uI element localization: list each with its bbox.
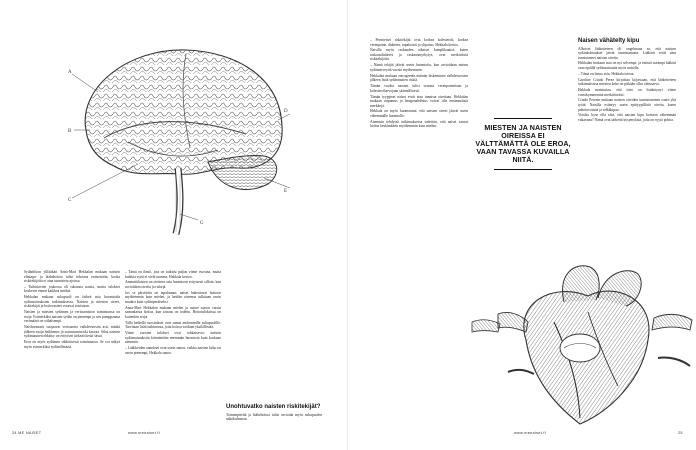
paragraph: Aiemmin tehdyssä tutkimuksessa todettiin, että naiset saavat hoitoa keskimäärin myöhemmin kuin miehet. bbox=[370, 119, 468, 129]
paragraph: – Lääkkeiden annokset ovat usein samat, vaikka naisten keho on usein pienempi, Hekkala sanoo. bbox=[125, 345, 221, 355]
left-column-2 bbox=[125, 270, 221, 356]
brain-label-g: G bbox=[200, 221, 204, 226]
pull-quote-rule-top bbox=[494, 118, 553, 119]
paragraph: Hekkala on myös huomannut, että naisten oireet jäävät usein vähemmälle huomiolle. bbox=[370, 109, 468, 118]
right-column-1 bbox=[370, 38, 468, 130]
paragraph: – Perinteiset riskitekijät ovat korkea kolesteroli, korkea verenpaine, diabetes, tupakointi ja ylipaino, Hekkala kertoo. bbox=[370, 38, 468, 47]
paragraph: Eroa on myös sydämen sähköisessä toiminnassa. Se voi näkyä myös esimerkiksi sydänfilmissä. bbox=[24, 340, 120, 349]
paragraph: Ammattilaisten on otettava asia huomioon erityisesti silloin, kun arvioidaan oireita ja riskejä. bbox=[125, 280, 221, 289]
paragraph: Hekkalan mukaan sukupuoli on tärkeä asia huomioida sydänsairauksien tutkimuksessa. Naisten ja miesten oireet, riskitekijät ja hoitovasteet eroavat toisistaan. bbox=[24, 295, 120, 309]
paragraph: Viime vuosien tulokset ovat rohkaisevia: naisten sydänsairauksiin kiinnitetään enemmän huomiota kuin koskaan aiemmin. bbox=[125, 331, 221, 345]
paragraph: Criado Perezin mukaan naisten oireiden tunnistaminen vaatii yhä työtä. Naisilla esiintyy usein epätyypillisiä oireita, kuten pahoinvointia ja selkäkipua. bbox=[578, 98, 676, 112]
paragraph: Alkoiset lääketieteen oli ongelmana se, että naisten sydänkohtaukset jäivät tunnistamatta. Lääkärit eivät aina tunnistaneet naisten oireita. bbox=[578, 46, 676, 60]
brain-illustration bbox=[68, 38, 292, 238]
left-column-1 bbox=[24, 270, 120, 351]
left-column-3 bbox=[226, 402, 322, 423]
pull-quote bbox=[474, 118, 572, 170]
footer-left: 24 ME NAISET bbox=[12, 431, 42, 435]
footer-center-right: www.menaiset.fi bbox=[514, 431, 546, 435]
paragraph: Jos se päivittäin on tapahtunut, naiset hakeutuvat hoitoon myöhemmin kuin miehet, ja heidän oireensa tulkitaan usein muuksi kuin sydänperäiseksi. bbox=[125, 290, 221, 304]
paragraph: Tällä hetkellä suositukset ovat samat molemmille sukupuolille. Tarvitaan lisää tutkimusta, jotta hoitoa voidaan yksilöllistää. bbox=[125, 320, 221, 330]
paragraph: Hekkala muistuttaa, että tieto on lisääntynyt viime vuosikymmeninä merkittävästi. bbox=[578, 88, 676, 97]
brain-label-a: A bbox=[68, 70, 72, 75]
paragraph: Hekkalan mukaan asia on nyt selvempi, ja entistä useampi lääkäri osaa epäillä sydänsairautta myös naisella. bbox=[578, 61, 676, 70]
paragraph: Tämän tyyppiset naiset eivät aina tunnista oireitaan. Hekkalan mukaan uupumus ja hengenahdistus voivat olla ensimmäisiä merkkejä. bbox=[370, 94, 468, 108]
footer-center-left: www.menaiset.fi bbox=[128, 431, 160, 435]
paragraph: Tämän vuoksi naisten tulisi seurata verenpainettaan ja kolesteroliarvojaan säännöllisesti. bbox=[370, 84, 468, 93]
subheading: Unohtuvatko naisten riskitekijät? bbox=[226, 404, 321, 410]
paragraph: Anna-Mari Hekkalan mukaan miehet ja naiset saavat varsin samanlaista hoitoa, kun sairaus on todettu. Hoitotuloksissa on kuitenkin eroja. bbox=[125, 305, 221, 319]
paragraph: – Tutkittavien joukossa oli tuhansia naisia, mutta tulokset koskevat ennen kaikkea miehiä. bbox=[24, 284, 120, 294]
paragraph: Naishormonit suojaavat verisuonia vaihdevuosiin asti, minkä jälkeen suoja heikkenee ja sairastumisriski kasvaa. Siksi naisten sydäntautien ehkäisy on erityisen tärkeää keski-iässä. bbox=[24, 325, 120, 339]
paragraph: – Nämä tekijät jäävät usein huomiotta, kun arvioidaan naisen sydänterveyttä vuosia myöhemmin. bbox=[370, 63, 468, 72]
paragraph: Sydänliiton ylilääkäri Anna-Mari Hekkalan mukaan naisten elintapa- ja lääkehoitoa tulisi tehostaa entisestään, koska riskitekijöitä ei aina tunnisteta ajoissa. bbox=[24, 270, 120, 284]
paragraph: Toimenpiteitä ja lääkehoitoa tulisi arvioida myös sukupuolen näkökulmasta. bbox=[226, 412, 322, 422]
brain-label-c: C bbox=[68, 198, 72, 203]
paragraph: – Tämä on hieno asia, Hekkala toteaa. bbox=[578, 71, 635, 76]
paragraph: – Tämä on ilmiö, jota on tutkittu paljon viime vuosina, mutta kaikkia syitä ei vielä tunneta, Hekkala kertoo. bbox=[125, 270, 221, 279]
pull-quote-rule-bottom bbox=[494, 169, 553, 170]
right-page bbox=[348, 0, 696, 450]
paragraph: Voisiko kyse olla siitä, että naisten kipu koetaan vähemmän vakavana? Nämä ovat tärkeitä kysymyksiä, joita on syytä pohtia. bbox=[578, 113, 676, 122]
brain-label-b: B bbox=[68, 129, 72, 134]
paragraph: Naisilla myös raskauden aikaiset komplikaatiot, kuten raskausdiabetes ja raskausmyrkytys, ovat merkittäviä riskitekijöitä. bbox=[370, 48, 468, 62]
heart-illustration bbox=[468, 262, 696, 430]
subheading: Naisen vähätelty kipu bbox=[578, 38, 640, 44]
pull-quote-text: MIESTEN JA NAISTEN OIREISSA EI VÄLTTÄMÄTTÄ OLE EROA, VAAN TAVASSA KUVAILLA NIITÄ. bbox=[475, 124, 571, 165]
paragraph: Naisten ja miesten sydämen ja verisuoniston toiminnassa on eroja. Esimerkiksi naisten sydän on pienempi ja sen pumppaama verimäärä on vähäisempi. bbox=[24, 310, 120, 324]
brain-label-e: E bbox=[284, 189, 288, 194]
brain-label-d: D bbox=[284, 109, 288, 114]
footer-right: 25 bbox=[678, 431, 683, 435]
paragraph: Caroline Criado Perez kirjoittaa kirjassaan, että lääketieteen tutkimuksissa miesten keho on pitkään ollut oletusarvo. bbox=[578, 77, 676, 87]
right-column-3 bbox=[578, 38, 676, 124]
paragraph: Hekkalan mukaan estrogeenin määrän laskeminen vaihdevuosien jälkeen lisää sydäntautien riskiä. bbox=[370, 73, 468, 83]
